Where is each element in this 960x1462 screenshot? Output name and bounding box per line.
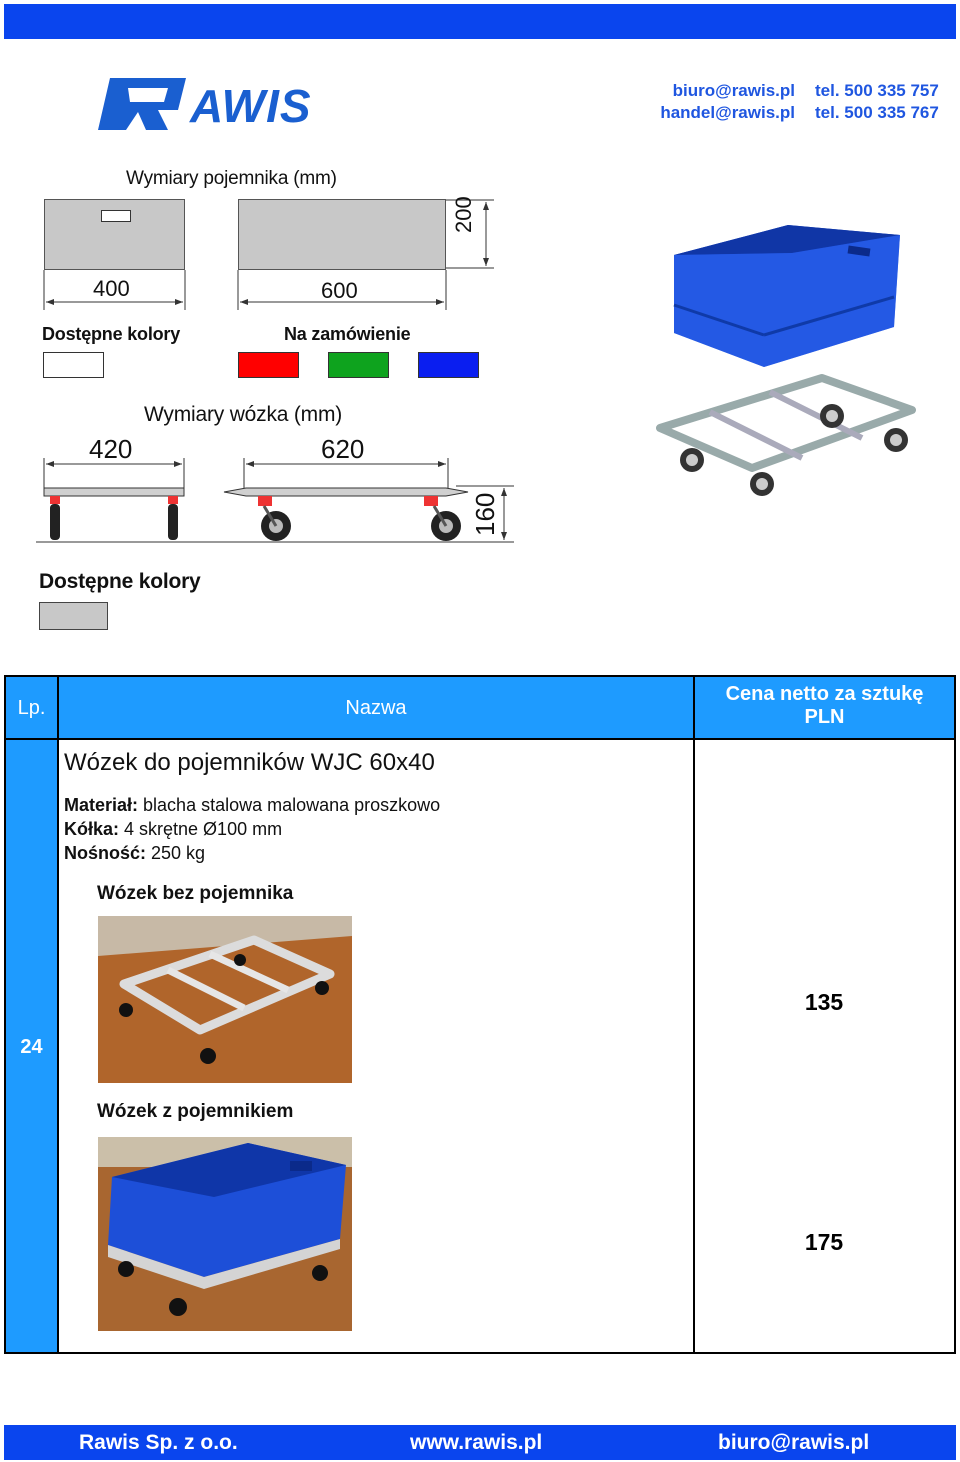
variant-label-with-container: Wózek z pojemnikiem [97, 1101, 294, 1122]
contact-phones [815, 80, 955, 124]
cart-dimensions-title: Wymiary wózka (mm) [144, 403, 343, 426]
swatch-red [238, 352, 299, 378]
spec-material [64, 795, 440, 816]
phone-number: tel. 500 335 757 [815, 81, 939, 100]
header-price-line1: Cena netto za sztukę [725, 683, 924, 705]
email-link[interactable]: handel@rawis.pl [660, 103, 795, 122]
contact-emails [647, 80, 795, 124]
blue-container-image [668, 215, 904, 375]
spec-label: Materiał: [64, 795, 139, 815]
cart-available-colors-label: Dostępne kolory [39, 570, 201, 593]
handle-slot [101, 210, 131, 222]
container-dimensions-title: Wymiary pojemnika (mm) [126, 168, 337, 189]
header-lp: Lp. [17, 697, 46, 719]
header-price [695, 683, 954, 729]
svg-text:AWIS: AWIS [190, 80, 312, 132]
footer-bar [4, 1425, 956, 1460]
row-number: 24 [20, 1036, 43, 1058]
table-header [6, 677, 954, 740]
container-long-side [238, 199, 446, 270]
spec-value: 250 kg [146, 843, 206, 863]
footer-website[interactable]: www.rawis.pl [410, 1431, 543, 1454]
photo-cart-with-container [98, 1137, 352, 1331]
swatch-grey [39, 602, 108, 630]
container-short-side [44, 199, 185, 270]
dim-600: 600 [321, 278, 358, 303]
column-divider [57, 677, 59, 1352]
dim-400: 400 [93, 276, 130, 301]
on-order-label: Na zamówienie [284, 324, 411, 344]
product-title: Wózek do pojemników WJC 60x40 [64, 749, 435, 776]
cart-technical-drawing [36, 450, 516, 550]
dim-160: 160 [470, 492, 500, 536]
dim-200: 200 [451, 196, 476, 233]
available-colors-label: Dostępne kolory [42, 324, 181, 344]
photo-cart-without-container [98, 916, 352, 1083]
dim-420: 420 [89, 434, 133, 464]
footer-email[interactable]: biuro@rawis.pl [718, 1431, 870, 1454]
cart-3d-image [656, 372, 916, 502]
dim-620: 620 [321, 434, 365, 464]
footer-company: Rawis Sp. z o.o. [79, 1431, 238, 1454]
spec-value: blacha stalowa malowana proszkowo [138, 795, 441, 815]
swatch-blue [418, 352, 479, 378]
spec-value: 4 skrętne Ø100 mm [119, 819, 283, 839]
top-banner [4, 4, 956, 39]
spec-wheels [64, 819, 282, 840]
spec-label: Kółka: [64, 819, 120, 839]
spec-label: Nośność: [64, 843, 147, 863]
rawis-logo [98, 74, 388, 134]
phone-number: tel. 500 335 767 [815, 103, 939, 122]
header-price-line2: PLN [804, 706, 845, 728]
swatch-green [328, 352, 389, 378]
price-table [4, 675, 956, 1354]
email-link[interactable]: biuro@rawis.pl [672, 81, 795, 100]
swatch-white [43, 352, 104, 378]
spec-load [64, 843, 205, 864]
header-name: Nazwa [345, 697, 407, 719]
variant-label-without-container: Wózek bez pojemnika [97, 883, 294, 904]
price-with-container: 175 [804, 1229, 844, 1255]
price-without-container: 135 [804, 989, 844, 1015]
